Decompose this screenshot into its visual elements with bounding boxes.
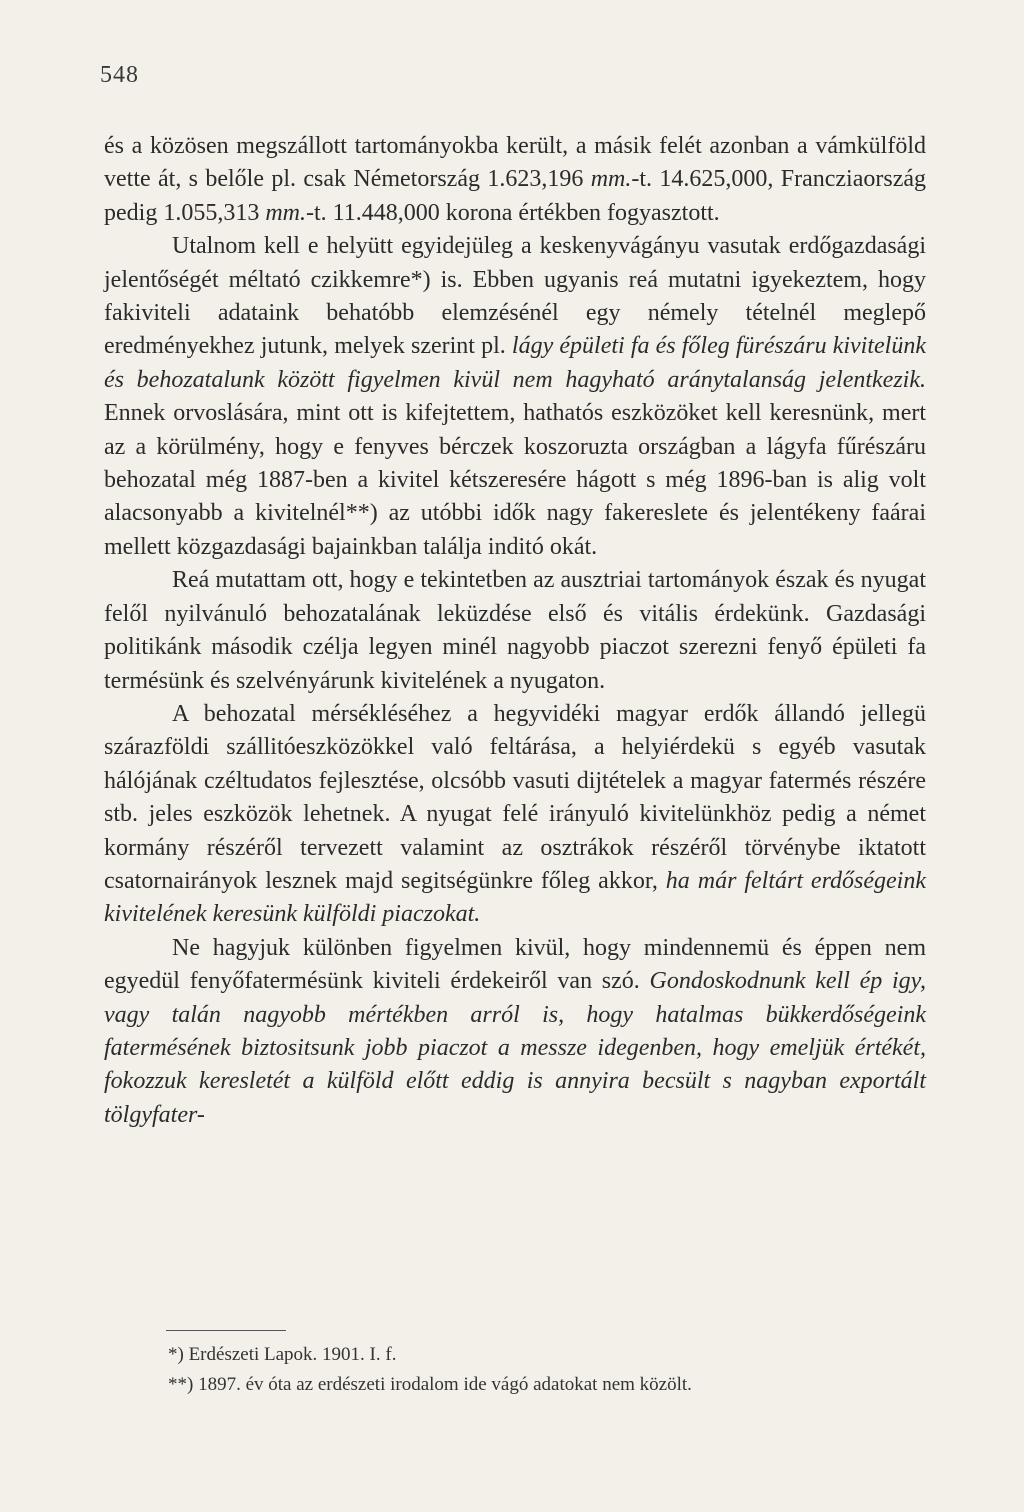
text-run-italic: ha már feltárt erdőségeink kivitelének keresünk külföldi piaczokat.: [104, 867, 927, 928]
footnote-divider: [166, 1330, 286, 1331]
text-run: Ne hagyjuk különben figyelmen kivül, hogy mindennemü és éppen nem egyedül fenyőfatermésünk kiviteli érdekeiről van szó.: [104, 934, 926, 995]
footnote-2: **) 1897. év óta az erdészeti irodalom ide vágó adatokat nem közölt.: [168, 1374, 692, 1395]
paragraph-5: [104, 932, 926, 1132]
text-run-italic: lágy épületi fa és főleg fürészáru kivitelünk és behozatalunk között figyelmen kivül nem hagyható aránytalanság jelentkezik.: [104, 333, 926, 393]
footnote-1: *) Erdészeti Lapok. 1901. I. f.: [168, 1344, 397, 1365]
text-run-italic: Gondoskodnunk kell ép igy, vagy talán nagyobb mértékben arról is, hogy hatalmas bükkerdőségeink fatermésének biztositsunk jobb piaczot a messze idegenben, hogy emeljük értékét, fokozzuk keresletét a külföld előtt eddig is annyira becsült s nagyban exportált tölgyfater-: [104, 968, 927, 1128]
text-run: és a közösen megszállott tartományokba került, a másik felét azonban a vámkülföld vette át, s belőle pl. csak Németország 1.623,196: [104, 133, 926, 193]
paragraph-2: [104, 230, 926, 564]
footnotes: [168, 1340, 928, 1400]
body-text: [104, 130, 926, 1132]
text-run-italic: mm.: [265, 199, 306, 226]
paragraph-4: [104, 698, 926, 932]
text-run: -t. 11.448,000 korona értékben fogyasztott.: [306, 199, 720, 226]
paragraph-1: [104, 130, 926, 230]
text-run: A behozatal mérsékléséhez a hegyvidéki magyar erdők állandó jellegü szárazföldi szállitóeszközökkel való feltárása, a helyiérdekü s egyéb vasutak hálójának czéltudatos fejlesztése, olcsóbb vasuti dijtételek a magyar fatermés részére stb. jeles eszközök lehetnek. A nyugat felé irányuló kivitelünkhöz pedig a német kormány részéről tervezett valamint az osztrákok részéről törvénybe iktatott csatornairányok lesznek majd segitségünkre főleg akkor,: [104, 700, 926, 894]
text-run: -t. 14.625,000, Francziaország pedig 1.055,313: [104, 166, 926, 226]
paragraph-3: [104, 564, 926, 698]
page-number: 548: [100, 62, 139, 88]
text-run: Utalnom kell e helyütt egyidejüleg a keskenyvágányu vasutak erdőgazdasági jelentőségét méltató czikkemre*) is. Ebben ugyanis reá mutatni igyekeztem, hogy fakiviteli adataink behatóbb elemzésénél egy némely tételnél meglepő eredményekhez jutunk, melyek szerint pl.: [104, 233, 926, 360]
text-run-italic: mm.: [590, 166, 632, 193]
text-run: Reá mutattam ott, hogy e tekintetben az ausztriai tartományok észak és nyugat felől nyilvánuló behozatalának leküzdése első és vitális érdekünk. Gazdasági politikánk második czélja legyen minél nagyobb piaczot szerezni fenyő épületi fa termésünk és szelvényárunk kivitelének a nyugaton.: [104, 567, 926, 694]
text-run: Ennek orvoslására, mint ott is kifejtettem, hathatós eszközöket kell keresnünk, mert az a körülmény, hogy e fenyves bérczek koszoruzta országban a lágyfa fűrészáru behozatal még 1887-ben a kivitel kétszeresére hágott s még 1896-ban is alig volt alacsonyabb a kivitelnél**) az utóbbi idők nagy fakereslete és jelentékeny faárai mellett közgazdasági bajainkban találja inditó okát.: [104, 400, 926, 560]
